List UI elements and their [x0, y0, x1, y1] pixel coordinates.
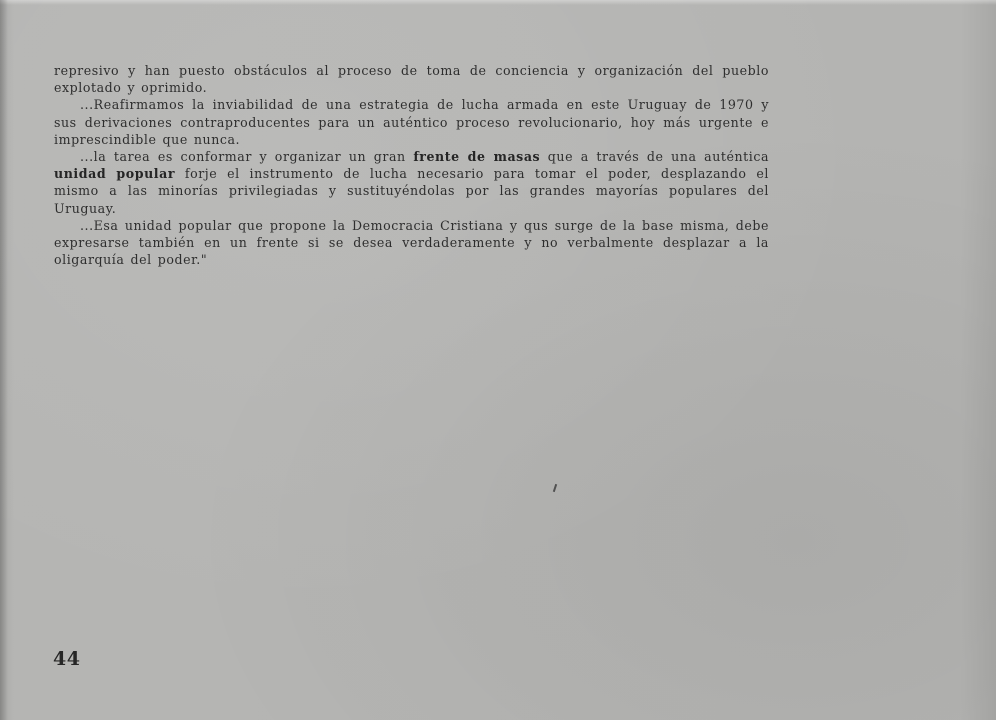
text-segment: forje el instrumento de lucha necesario para tomar el poder, desplazando el mismo a las minorías privilegiadas y sustituyéndolas por las grandes mayorías populares del Uruguay.	[54, 166, 770, 216]
page-top-edge	[0, 0, 996, 5]
paragraph-2	[54, 96, 769, 148]
text-segment: represivo y han puesto obstáculos al proceso de toma de conciencia y organización del pueblo explotado y oprimido.	[54, 63, 769, 96]
paragraph-3	[54, 148, 769, 217]
text-segment: ...Reafirmamos la inviabilidad de una estrategia de lucha armada en este Uruguay de 1970 y sus derivaciones contraproducentes para un auténtico proceso revolucionario, hoy más urgente e imprescindible que nunca.	[54, 97, 769, 147]
bold-phrase-unidad-popular: unidad popular	[54, 166, 176, 182]
page-binding-edge	[0, 0, 8, 720]
text-segment: que a través de una auténtica	[540, 149, 770, 165]
paragraph-1	[54, 62, 769, 96]
paragraph-4	[54, 217, 769, 269]
body-text	[54, 62, 769, 268]
page-number: 44	[53, 648, 81, 670]
text-segment: ...la tarea es conformar y organizar un gran	[80, 149, 414, 165]
bold-phrase-frente-de-masas: frente de masas	[413, 149, 541, 165]
text-segment: ...Esa unidad popular que propone la Democracia Cristiana y qus surge de la base misma, debe expresarse también en un frente si se desea verdaderamente y no verbalmente desplazar a la oligarquía del poder."	[54, 217, 769, 268]
paper-speck	[553, 484, 557, 492]
